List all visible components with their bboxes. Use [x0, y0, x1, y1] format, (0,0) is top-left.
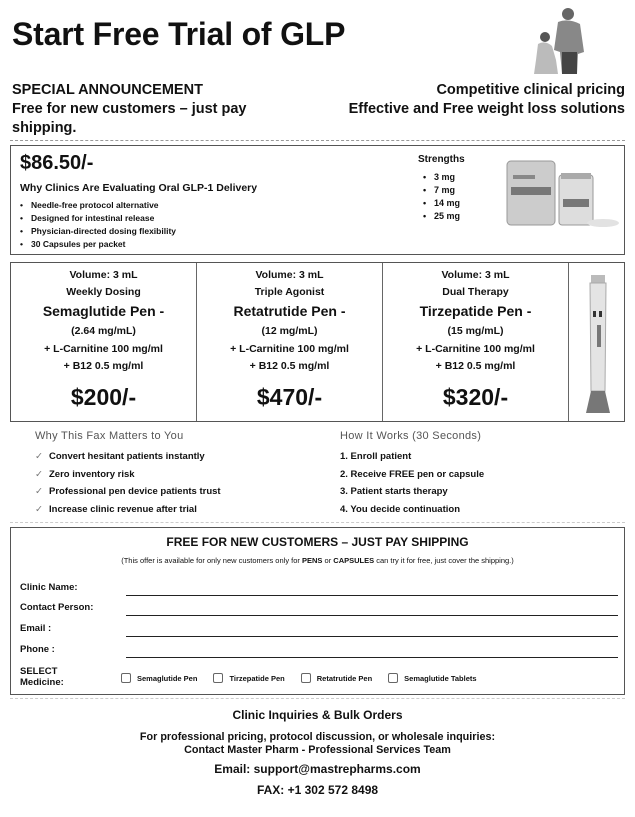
pen-name: Tirzepatide Pen -	[419, 303, 532, 319]
pen-price: $320/-	[442, 384, 509, 410]
capsule-bullet: • Designed for intestinal release	[20, 212, 176, 225]
checkbox[interactable]	[388, 673, 398, 683]
checkmark-icon: ✓	[35, 451, 43, 462]
pen-card-tirzepatide	[383, 263, 569, 421]
checkmark-icon: ✓	[35, 486, 43, 497]
checkmark-icon: ✓	[35, 468, 43, 480]
divider	[10, 140, 625, 141]
page-title: Start Free Trial of GLP	[12, 16, 346, 52]
select-label-line: SELECT	[20, 666, 58, 677]
capsule-price: $86.50/-	[20, 152, 94, 174]
why-item	[35, 448, 221, 466]
select-label-line: Medicine:	[20, 677, 64, 688]
phone-row	[20, 641, 618, 661]
pen-type: Dual Therapy	[442, 286, 509, 298]
strengths-heading: Strengths	[418, 154, 465, 165]
option-label: Retatrutide Pen	[316, 673, 373, 683]
divider	[10, 698, 625, 699]
strength-item: • 7 mg	[423, 184, 460, 197]
contact-person-label: Contact Person:	[20, 602, 94, 613]
pen-concentration: (15 mg/mL)	[447, 325, 504, 337]
pen-addon: + L-Carnitine 100 mg/ml	[416, 343, 535, 355]
capsule-bullets	[20, 199, 176, 251]
how-step: 3. Patient starts therapy	[340, 486, 448, 497]
strength-item: • 14 mg	[423, 197, 460, 210]
form-subtitle-text: can try it for free, just cover the shipping.)	[374, 556, 514, 565]
pen-volume: Volume: 3 mL	[441, 269, 510, 281]
select-medicine-label	[20, 666, 64, 688]
pen-addon: + B12 0.5 mg/ml	[63, 360, 144, 372]
checkbox[interactable]	[121, 673, 131, 683]
how-list	[340, 448, 484, 518]
pen-type: Weekly Dosing	[66, 286, 141, 298]
capsule-heading: Why Clinics Are Evaluating Oral GLP-1 Delivery	[20, 182, 258, 194]
pen-type: Triple Agonist	[254, 286, 325, 298]
pen-volume: Volume: 3 mL	[255, 269, 324, 281]
strength-item: • 3 mg	[423, 171, 460, 184]
how-step: 4. You decide continuation	[340, 503, 460, 515]
email-label: Email :	[20, 623, 52, 634]
checkmark-icon: ✓	[35, 503, 43, 515]
clinic-name-field[interactable]	[126, 595, 618, 596]
pen-price: $470/-	[256, 384, 323, 410]
why-item	[35, 501, 221, 519]
footer-line: For professional pricing, protocol discussion, or wholesale inquiries:	[139, 731, 496, 743]
pen-concentration: (2.64 mg/mL)	[71, 325, 136, 337]
medicine-option-tirzepatide-pen[interactable]	[213, 673, 284, 683]
pen-addon: + L-Carnitine 100 mg/ml	[230, 343, 349, 355]
checkbox[interactable]	[213, 673, 223, 683]
option-label: Tirzepatide Pen	[229, 673, 285, 683]
checkbox[interactable]	[301, 673, 311, 683]
footer-fax: FAX: +1 302 572 8498	[256, 783, 379, 797]
capsule-offer-box	[10, 145, 625, 255]
pricing-tagline: Competitive clinical pricing	[436, 82, 625, 98]
pen-card-retatrutide	[197, 263, 383, 421]
why-item	[35, 466, 221, 484]
strengths-list	[423, 171, 460, 223]
contact-person-row	[20, 599, 618, 619]
capsule-bullet: • Needle-free protocol alternative	[20, 199, 176, 212]
announcement-left	[12, 81, 292, 138]
solutions-tagline: Effective and Free weight loss solutions	[348, 101, 625, 117]
pen-addon: + B12 0.5 mg/ml	[249, 360, 330, 372]
announcement-subtext: Free for new customers – just pay shipping.	[12, 101, 247, 136]
pen-card-semaglutide	[11, 263, 197, 421]
why-item-text: Convert hesitant patients instantly	[49, 451, 205, 462]
pen-concentration: (12 mg/mL)	[261, 325, 318, 337]
form-subtitle	[11, 556, 624, 565]
option-label: Semaglutide Tablets	[404, 673, 477, 683]
why-item-text: Increase clinic revenue after trial	[49, 503, 197, 515]
signup-form-box	[10, 527, 625, 695]
form-subtitle-bold: CAPSULES	[333, 556, 375, 565]
pen-image-cell	[569, 263, 624, 421]
option-label: Semaglutide Pen	[137, 673, 198, 683]
pen-price: $200/-	[70, 384, 137, 410]
how-step: 2. Receive FREE pen or capsule	[340, 468, 485, 480]
email-row	[20, 620, 618, 640]
why-heading: Why This Fax Matters to You	[35, 430, 184, 442]
form-title: FREE FOR NEW CUSTOMERS – JUST PAY SHIPPING	[166, 535, 469, 549]
why-item-text: Zero inventory risk	[49, 468, 135, 480]
clinic-name-row	[20, 579, 618, 599]
medicine-option-semaglutide-tablets[interactable]	[388, 673, 476, 683]
medicine-options	[121, 673, 493, 683]
form-subtitle-bold: PENS	[302, 556, 323, 565]
medicine-option-retatrutide-pen[interactable]	[301, 673, 372, 683]
footer-email: Email: support@mastrepharms.com	[214, 762, 421, 776]
footer-heading: Clinic Inquiries & Bulk Orders	[232, 708, 403, 722]
capsule-bullet: • 30 Capsules per packet	[20, 238, 176, 251]
clinic-name-label: Clinic Name:	[20, 582, 78, 593]
footer-line: Contact Master Pharm - Professional Services Team	[184, 744, 451, 756]
footer-description	[0, 731, 635, 757]
phone-field[interactable]	[126, 657, 618, 658]
injection-pen-image	[585, 273, 611, 415]
pen-addon: + L-Carnitine 100 mg/ml	[44, 343, 163, 355]
why-item	[35, 483, 221, 501]
pen-name: Retatrutide Pen -	[233, 303, 346, 319]
pen-name: Semaglutide Pen -	[42, 303, 165, 319]
announcement-right	[349, 81, 625, 119]
form-subtitle-text: (This offer is available for only new customers only for	[121, 556, 302, 565]
medicine-option-semaglutide-pen[interactable]	[121, 673, 197, 683]
couple-photo-image	[528, 4, 592, 76]
why-list	[35, 448, 221, 518]
phone-label: Phone :	[20, 644, 55, 655]
form-subtitle-text: or	[322, 556, 334, 565]
capsule-bullet: • Physician-directed dosing flexibility	[20, 225, 176, 238]
pen-volume: Volume: 3 mL	[69, 269, 138, 281]
how-heading: How It Works (30 Seconds)	[340, 430, 482, 442]
how-step: 1. Enroll patient	[340, 451, 412, 462]
announcement-heading: SPECIAL ANNOUNCEMENT	[12, 82, 203, 98]
why-item-text: Professional pen device patients trust	[49, 486, 221, 497]
divider	[10, 522, 625, 523]
pen-addon: + B12 0.5 mg/ml	[435, 360, 516, 372]
email-field[interactable]	[126, 636, 618, 637]
capsule-bottles-image	[503, 153, 623, 233]
pens-box	[10, 262, 625, 422]
strength-item: • 25 mg	[423, 210, 460, 223]
contact-person-field[interactable]	[126, 615, 618, 616]
